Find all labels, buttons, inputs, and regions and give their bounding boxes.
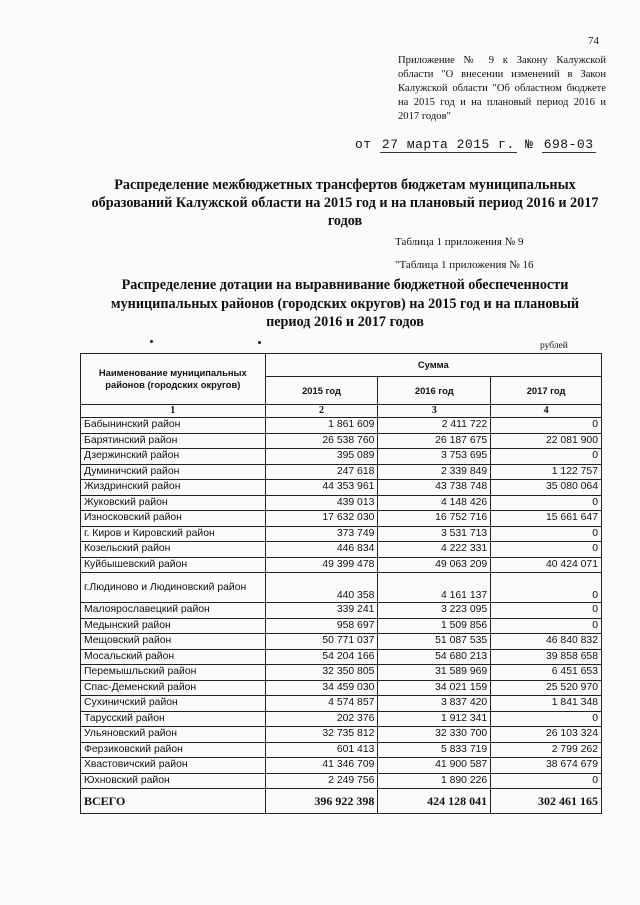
- district-name-cell: Козельский район: [81, 542, 266, 558]
- table-row: [81, 542, 602, 558]
- amount-cell: 41 900 587: [378, 758, 491, 774]
- decree-prefix: от: [355, 137, 372, 152]
- district-name-cell: Медынский район: [81, 618, 266, 634]
- table-row: [81, 573, 602, 603]
- amount-cell: 17 632 030: [265, 511, 378, 527]
- table-row: [81, 727, 602, 743]
- amount-cell: 16 752 716: [378, 511, 491, 527]
- amount-cell: 439 013: [265, 495, 378, 511]
- amount-cell: 440 358: [265, 573, 378, 603]
- amount-cell: 1 122 757: [491, 464, 602, 480]
- amount-cell: 40 424 071: [491, 557, 602, 573]
- index-cell: 3: [378, 405, 491, 418]
- amount-cell: 41 346 709: [265, 758, 378, 774]
- amount-cell: 43 738 748: [378, 480, 491, 496]
- amount-cell: 1 912 341: [378, 711, 491, 727]
- decree-number-label: №: [525, 137, 534, 152]
- amount-cell: 25 520 970: [491, 680, 602, 696]
- district-name-cell: Жуковский район: [81, 495, 266, 511]
- district-name-cell: г. Киров и Кировский район: [81, 526, 266, 542]
- amount-cell: 3 753 695: [378, 449, 491, 465]
- units-label: рублей: [540, 341, 568, 351]
- district-name-cell: Юхновский район: [81, 773, 266, 789]
- table-row: [81, 649, 602, 665]
- page-number: 74: [588, 35, 599, 47]
- header-sum: Сумма: [265, 354, 601, 377]
- table-row: [81, 711, 602, 727]
- amount-cell: 5 833 719: [378, 742, 491, 758]
- table-title: Распределение дотации на выравнивание бюджетной обеспеченности муниципальных районов (городских округов) на 2015 год и на плановый период 2016 и 2017 годов: [110, 277, 580, 330]
- table-reference-1: Таблица 1 приложения № 9: [395, 236, 524, 248]
- amount-cell: 54 680 213: [378, 649, 491, 665]
- amount-cell: 4 161 137: [378, 573, 491, 603]
- amount-cell: 0: [491, 573, 602, 603]
- amount-cell: 49 399 478: [265, 557, 378, 573]
- district-name-cell: Хвастовичский район: [81, 758, 266, 774]
- table-row: [81, 449, 602, 465]
- district-name-cell: Думиничский район: [81, 464, 266, 480]
- amount-cell: 0: [491, 773, 602, 789]
- amount-cell: 54 204 166: [265, 649, 378, 665]
- table-row: [81, 433, 602, 449]
- district-name-cell: Мещовский район: [81, 634, 266, 650]
- district-name-cell: Жиздринский район: [81, 480, 266, 496]
- amount-cell: 2 339 849: [378, 464, 491, 480]
- table-row: [81, 773, 602, 789]
- amount-cell: 44 353 961: [265, 480, 378, 496]
- amount-cell: 0: [491, 526, 602, 542]
- amount-cell: 35 080 064: [491, 480, 602, 496]
- index-cell: 1: [81, 405, 266, 418]
- amount-cell: 46 840 832: [491, 634, 602, 650]
- district-name-cell: Сухиничский район: [81, 696, 266, 712]
- amount-cell: 3 223 095: [378, 603, 491, 619]
- table-row: [81, 665, 602, 681]
- total-label: ВСЕГО: [81, 789, 266, 814]
- amount-cell: 202 376: [265, 711, 378, 727]
- table-row: [81, 680, 602, 696]
- index-cell: 4: [491, 405, 602, 418]
- district-name-cell: Бабынинский район: [81, 418, 266, 434]
- amount-cell: 0: [491, 449, 602, 465]
- amount-cell: 31 589 969: [378, 665, 491, 681]
- scan-speck: [258, 341, 261, 344]
- amount-cell: 26 103 324: [491, 727, 602, 743]
- total-amount: 396 922 398: [265, 789, 378, 814]
- table-body: [81, 405, 602, 814]
- amount-cell: 38 674 679: [491, 758, 602, 774]
- table-row: [81, 618, 602, 634]
- header-name: Наименование муниципальных районов (городских округов): [81, 354, 266, 405]
- amount-cell: 22 081 900: [491, 433, 602, 449]
- table-row: [81, 603, 602, 619]
- scan-speck: [150, 340, 153, 343]
- total-amount: 302 461 165: [491, 789, 602, 814]
- amount-cell: 39 858 658: [491, 649, 602, 665]
- header-year-2016: 2016 год: [378, 377, 491, 405]
- decree-line: [355, 137, 596, 152]
- amount-cell: 51 087 535: [378, 634, 491, 650]
- table-reference-2: "Таблица 1 приложения № 16: [395, 259, 534, 271]
- total-amount: 424 128 041: [378, 789, 491, 814]
- amount-cell: 34 021 159: [378, 680, 491, 696]
- table-row: [81, 511, 602, 527]
- amount-cell: 49 063 209: [378, 557, 491, 573]
- amount-cell: 446 834: [265, 542, 378, 558]
- amount-cell: 1 841 348: [491, 696, 602, 712]
- amount-cell: 34 459 030: [265, 680, 378, 696]
- table-row: [81, 696, 602, 712]
- amount-cell: 339 241: [265, 603, 378, 619]
- table-row: [81, 758, 602, 774]
- main-title: Распределение межбюджетных трансфертов бюджетам муниципальных образований Калужской области на 2015 год и на плановый период 2016 и 2017 годов: [91, 177, 599, 229]
- district-name-cell: Спас-Деменский район: [81, 680, 266, 696]
- table-row: [81, 495, 602, 511]
- decree-number: 698-03: [543, 137, 594, 152]
- amount-cell: 2 411 722: [378, 418, 491, 434]
- district-name-cell: Мосальский район: [81, 649, 266, 665]
- amount-cell: 2 249 756: [265, 773, 378, 789]
- amount-cell: 373 749: [265, 526, 378, 542]
- total-row: [81, 789, 602, 814]
- decree-date: 27 марта 2015 г.: [381, 137, 515, 152]
- amount-cell: 4 148 426: [378, 495, 491, 511]
- district-name-cell: Тарусский район: [81, 711, 266, 727]
- amount-cell: 6 451 653: [491, 665, 602, 681]
- appendix-note: Приложение № 9 к Закону Калужской области "О внесении изменений в Закон Калужской области "Об областном бюджете на 2015 год и на плановый период 2016 и 2017 годов": [398, 55, 606, 122]
- table-row: [81, 742, 602, 758]
- subsidy-table: [80, 353, 602, 814]
- amount-cell: 32 350 805: [265, 665, 378, 681]
- amount-cell: 32 330 700: [378, 727, 491, 743]
- amount-cell: 1 861 609: [265, 418, 378, 434]
- table-row: [81, 480, 602, 496]
- district-name-cell: Куйбышевский район: [81, 557, 266, 573]
- district-name-cell: г.Людиново и Людиновский район: [81, 573, 266, 603]
- index-cell: 2: [265, 405, 378, 418]
- amount-cell: 50 771 037: [265, 634, 378, 650]
- table-row: [81, 464, 602, 480]
- amount-cell: 26 538 760: [265, 433, 378, 449]
- table-row: [81, 634, 602, 650]
- amount-cell: 4 222 331: [378, 542, 491, 558]
- district-name-cell: Малоярославецкий район: [81, 603, 266, 619]
- district-name-cell: Барятинский район: [81, 433, 266, 449]
- amount-cell: 0: [491, 603, 602, 619]
- table-row: [81, 418, 602, 434]
- amount-cell: 395 089: [265, 449, 378, 465]
- district-name-cell: Ферзиковский район: [81, 742, 266, 758]
- table-row: [81, 557, 602, 573]
- header-year-2017: 2017 год: [491, 377, 602, 405]
- table-row: [81, 526, 602, 542]
- amount-cell: 26 187 675: [378, 433, 491, 449]
- amount-cell: 0: [491, 542, 602, 558]
- amount-cell: 0: [491, 418, 602, 434]
- amount-cell: 0: [491, 495, 602, 511]
- district-name-cell: Перемышльский район: [81, 665, 266, 681]
- index-row: [81, 405, 602, 418]
- header-year-2015: 2015 год: [265, 377, 378, 405]
- amount-cell: 2 799 262: [491, 742, 602, 758]
- amount-cell: 247 618: [265, 464, 378, 480]
- amount-cell: 15 661 647: [491, 511, 602, 527]
- district-name-cell: Износковский район: [81, 511, 266, 527]
- amount-cell: 0: [491, 618, 602, 634]
- amount-cell: 3 531 713: [378, 526, 491, 542]
- amount-cell: 601 413: [265, 742, 378, 758]
- amount-cell: 958 697: [265, 618, 378, 634]
- amount-cell: 0: [491, 711, 602, 727]
- amount-cell: 32 735 812: [265, 727, 378, 743]
- amount-cell: 1 509 856: [378, 618, 491, 634]
- district-name-cell: Ульяновский район: [81, 727, 266, 743]
- amount-cell: 1 890 226: [378, 773, 491, 789]
- amount-cell: 3 837 420: [378, 696, 491, 712]
- district-name-cell: Дзержинский район: [81, 449, 266, 465]
- amount-cell: 4 574 857: [265, 696, 378, 712]
